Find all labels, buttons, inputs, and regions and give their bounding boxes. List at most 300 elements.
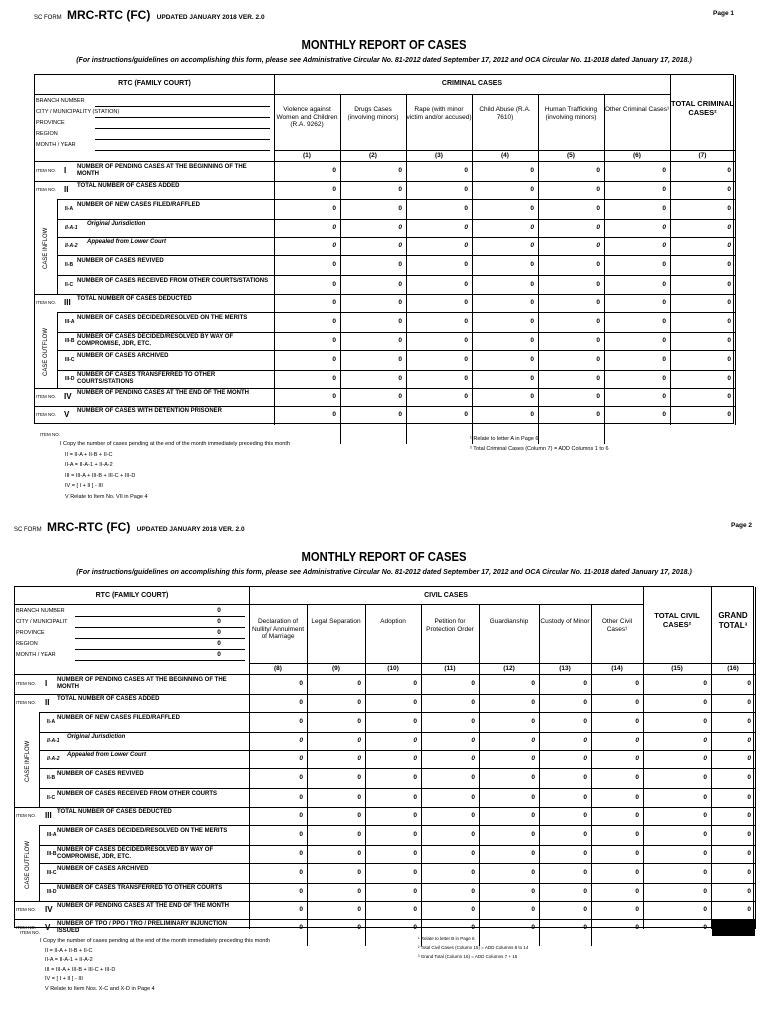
- note-line: V Relate to Item Nos. X-C and X-D in Page 4: [45, 985, 155, 992]
- row-label: NUMBER OF PENDING CASES AT THE END OF THE MONTH: [77, 390, 250, 396]
- cell-value: 0: [662, 299, 666, 306]
- cell-value: 0: [413, 793, 417, 801]
- footnotes: [470, 434, 609, 454]
- row-divider: [35, 294, 735, 295]
- column-divider: [604, 94, 605, 444]
- cell-value: 0: [413, 906, 417, 913]
- row-label: Appealed from Lower Court: [67, 752, 147, 758]
- court-header-underline: [15, 604, 249, 605]
- cell-value: 0: [471, 923, 475, 931]
- row-divider: [39, 768, 755, 769]
- page-number: Page 2: [731, 522, 752, 529]
- item-number: I: [45, 679, 48, 688]
- column-divider: [406, 94, 407, 444]
- info-label: REGION: [16, 641, 38, 647]
- cell-value: 0: [357, 718, 361, 725]
- sub-item-number: III-C: [47, 870, 57, 876]
- cell-value: 0: [747, 680, 751, 687]
- column-number: (14): [611, 665, 623, 672]
- cell-value: 0: [747, 737, 751, 744]
- row-label: NUMBER OF CASES TRANSFERRED TO OTHER COURTS: [57, 885, 223, 891]
- cell-value: 0: [471, 699, 475, 706]
- cell-value: 0: [471, 793, 475, 801]
- note-line: II-A = II-A-1 + II-A-2: [45, 957, 93, 963]
- column-number: (10): [387, 665, 399, 672]
- column-header: Guardianship: [489, 618, 529, 625]
- cell-value: 0: [299, 755, 303, 762]
- page-number: Page 1: [713, 10, 734, 17]
- item-notes: [20, 930, 270, 994]
- cell-value: 0: [727, 224, 731, 231]
- cell-value: 0: [703, 831, 707, 838]
- cell-value: 0: [464, 224, 468, 231]
- cell-value: 0: [662, 205, 666, 212]
- column-number: (13): [559, 665, 571, 672]
- sub-item-number: II-B: [65, 262, 74, 268]
- cell-value: 0: [413, 774, 417, 781]
- notes-head: ITEM NO.: [40, 432, 60, 437]
- cell-value: 0: [332, 242, 336, 249]
- form-header: [14, 520, 245, 534]
- cell-value: 0: [299, 812, 303, 819]
- cell-value: 0: [413, 850, 417, 857]
- cell-value: 0: [357, 888, 361, 895]
- cell-value: 0: [464, 261, 468, 268]
- row-divider: [39, 845, 755, 846]
- row-divider: [35, 181, 735, 182]
- row-divider: [39, 750, 755, 751]
- cell-value: 0: [299, 793, 303, 801]
- cell-value: 0: [727, 167, 731, 174]
- cell-value: 0: [727, 375, 731, 382]
- cell-value: 0: [596, 299, 600, 306]
- cell-value: 0: [747, 831, 751, 838]
- cell-value: 0: [332, 356, 336, 363]
- column-divider: [538, 94, 539, 444]
- cell-value: 0: [583, 923, 587, 931]
- form-code: MRC-RTC (FC): [47, 520, 131, 534]
- item-no-label: ITEM NO.: [36, 187, 56, 192]
- cell-value: 0: [662, 242, 666, 249]
- cell-value: 0: [332, 318, 336, 325]
- cell-value: 0: [531, 923, 535, 931]
- cell-value: 0: [703, 812, 707, 819]
- cell-value: 0: [583, 737, 587, 744]
- row-label: NUMBER OF CASES ARCHIVED: [77, 353, 169, 359]
- note-line: II-A = II-A-1 + II-A-2: [65, 462, 113, 468]
- cell-value: 0: [747, 755, 751, 762]
- row-divider: [35, 388, 735, 389]
- cell-value: 0: [530, 224, 534, 231]
- cell-value: 0: [531, 774, 535, 781]
- cell-value: 0: [413, 680, 417, 687]
- cell-value: 0: [635, 923, 639, 931]
- cell-value: 0: [464, 393, 468, 400]
- form-version: UPDATED JANUARY 2018 VER. 2.0: [156, 14, 265, 21]
- criminal-cases-table: [34, 74, 734, 424]
- form-version: UPDATED JANUARY 2018 VER. 2.0: [136, 526, 245, 533]
- row-label: NUMBER OF CASES WITH DETENTION PRISONER: [77, 408, 223, 414]
- cell-value: 0: [464, 299, 468, 306]
- form-header: [34, 8, 265, 22]
- cell-value: 0: [332, 375, 336, 382]
- column-divider: [755, 587, 756, 929]
- cell-value: 0: [464, 337, 468, 344]
- cell-value: 0: [747, 888, 751, 895]
- cell-value: 0: [357, 680, 361, 687]
- cell-value: 0: [464, 318, 468, 325]
- cell-value: 0: [727, 261, 731, 268]
- item-number: I: [64, 166, 67, 175]
- cell-value: 0: [530, 393, 534, 400]
- row-label: NUMBER OF NEW CASES FILED/RAFFLED: [57, 715, 180, 721]
- item-no-label: ITEM NO.: [16, 907, 36, 912]
- sub-item-number: III-A: [65, 319, 75, 325]
- note-line: IV = [ I + II ] - III: [45, 976, 83, 982]
- cell-value: 0: [332, 411, 336, 418]
- info-label: CITY / MUNICIPALITY (STATION): [36, 109, 120, 115]
- info-line: [75, 616, 245, 617]
- cell-value: 0: [583, 680, 587, 687]
- cell-value: 0: [464, 375, 468, 382]
- row-divider: [57, 370, 735, 371]
- row-label: NUMBER OF CASES DECIDED/RESOLVED BY WAY OF COMPROMISE, JDR, ETC.: [57, 847, 214, 860]
- cell-value: 0: [703, 888, 707, 895]
- cell-value: 0: [531, 906, 535, 913]
- cell-value: 0: [662, 167, 666, 174]
- info-line: [95, 117, 270, 118]
- cell-value: 0: [703, 906, 707, 913]
- sub-item-number: II-A-2: [47, 756, 60, 762]
- sub-item-number: III-D: [47, 889, 57, 895]
- column-number: (2): [369, 152, 377, 159]
- cell-value: 0: [583, 888, 587, 895]
- info-value: 0: [217, 640, 221, 647]
- civil-cases-table: [14, 586, 754, 934]
- row-divider: [57, 255, 735, 256]
- cell-value: 0: [635, 718, 639, 725]
- footnote-line: ¹ Relate to letter B in Page 6: [418, 936, 475, 941]
- row-divider: [39, 825, 755, 826]
- item-number: V: [45, 922, 51, 932]
- cell-value: 0: [747, 812, 751, 819]
- cell-value: 0: [530, 186, 534, 193]
- cell-value: 0: [464, 356, 468, 363]
- sub-item-number: III-A: [47, 832, 57, 838]
- row-divider: [57, 350, 735, 351]
- row-label: TOTAL NUMBER OF CASES ADDED: [57, 696, 160, 702]
- case-outflow-label: CASE OUTFLOW: [43, 327, 49, 376]
- cell-value: 0: [332, 393, 336, 400]
- cell-value: 0: [299, 923, 303, 931]
- note-line: IV = [ I + II ] - III: [65, 483, 103, 489]
- cell-value: 0: [635, 812, 639, 819]
- cell-value: 0: [471, 812, 475, 819]
- cell-value: 0: [727, 411, 731, 418]
- row-label: NUMBER OF PENDING CASES AT THE BEGINNING OF THE MONTH: [57, 677, 227, 690]
- cell-value: 0: [530, 318, 534, 325]
- blacked-out-cell: [712, 920, 755, 936]
- info-line: [75, 638, 245, 639]
- cell-value: 0: [357, 906, 361, 913]
- item-number: IV: [64, 392, 72, 401]
- column-number: (11): [444, 665, 456, 672]
- sub-item-number: II-A-1: [47, 738, 60, 744]
- row-divider: [39, 732, 755, 733]
- cell-value: 0: [332, 224, 336, 231]
- column-header: Violence against Women and Children (R.A. 9262): [276, 106, 338, 128]
- cell-value: 0: [583, 869, 587, 876]
- cell-value: 0: [662, 393, 666, 400]
- cell-value: 0: [747, 718, 751, 725]
- column-number: (1): [303, 152, 311, 159]
- cell-value: 0: [747, 793, 751, 801]
- cell-value: 0: [299, 850, 303, 857]
- cell-value: 0: [530, 261, 534, 268]
- page-title: MONTHLY REPORT OF CASES: [301, 38, 467, 52]
- column-number: (12): [503, 665, 515, 672]
- item-no-label: ITEM NO.: [16, 700, 36, 705]
- row-divider: [57, 332, 735, 333]
- sub-item-number: III-B: [47, 851, 57, 857]
- cell-value: 0: [596, 337, 600, 344]
- sub-item-number: III-D: [65, 376, 75, 382]
- cell-value: 0: [662, 280, 666, 288]
- cell-value: 0: [357, 755, 361, 762]
- cell-value: 0: [357, 737, 361, 744]
- column-number-line: [249, 663, 755, 664]
- footnote-line: ² Total Criminal Cases (Column 7) = ADD Columns 1 to 6: [470, 446, 609, 452]
- cell-value: 0: [531, 755, 535, 762]
- item-no-label: ITEM NO.: [16, 813, 36, 818]
- cell-value: 0: [332, 186, 336, 193]
- sub-item-number: III-B: [65, 338, 75, 344]
- row-label: NUMBER OF CASES REVIVED: [57, 771, 144, 777]
- total-column-number: (7): [698, 152, 707, 159]
- column-header: Declaration of Nullity/ Annulment of Marriage: [251, 618, 305, 640]
- cell-value: 0: [357, 812, 361, 819]
- court-header-underline: [35, 94, 274, 95]
- cell-value: 0: [413, 923, 417, 931]
- row-divider: [39, 883, 755, 884]
- item-no-label: ITEM NO.: [36, 300, 56, 305]
- cell-value: 0: [413, 888, 417, 895]
- row-label: NUMBER OF CASES RECEIVED FROM OTHER COURTS/STATIONS: [77, 277, 269, 284]
- column-header: Rape (with minor victim and/or accused): [406, 106, 472, 121]
- note-line: III = III-A + III-B + III-C + III-D: [65, 472, 136, 479]
- cell-value: 0: [727, 356, 731, 363]
- cell-value: 0: [583, 906, 587, 913]
- cell-value: 0: [747, 906, 751, 913]
- item-no-label: ITEM NO.: [36, 412, 56, 417]
- cell-value: 0: [635, 755, 639, 762]
- cell-value: 0: [635, 906, 639, 913]
- cell-value: 0: [727, 299, 731, 306]
- footnote-line: ² Total Civil Cases (Column 15) = ADD Columns 8 to 14: [418, 945, 529, 950]
- row-divider: [57, 219, 735, 220]
- cell-value: 0: [531, 737, 535, 744]
- cell-value: 0: [635, 774, 639, 781]
- cell-value: 0: [583, 831, 587, 838]
- item-number: III: [64, 298, 71, 307]
- cell-value: 0: [635, 888, 639, 895]
- cell-value: 0: [635, 699, 639, 706]
- cell-value: 0: [530, 242, 534, 249]
- item-no-label: ITEM NO.: [36, 168, 56, 173]
- cell-value: 0: [413, 869, 417, 876]
- cell-value: 0: [703, 923, 707, 931]
- sc-form-label: SC FORM: [34, 15, 62, 21]
- column-divider: [670, 75, 671, 425]
- cell-value: 0: [357, 699, 361, 706]
- cell-value: 0: [583, 812, 587, 819]
- item-no-label: ITEM NO.: [16, 924, 36, 930]
- notes-head: ITEM NO.: [20, 930, 40, 935]
- note-line: III = III-A + III-B + III-C + III-D: [45, 966, 116, 973]
- cell-value: 0: [596, 224, 600, 231]
- inflow-side-line: [39, 712, 40, 807]
- cell-value: 0: [398, 393, 402, 400]
- column-header: Human Trafficking (involving minors): [544, 106, 598, 121]
- sub-item-number: II-A: [65, 206, 74, 212]
- cell-value: 0: [662, 375, 666, 382]
- row-divider: [15, 694, 755, 695]
- cell-value: 0: [635, 850, 639, 857]
- row-divider: [39, 863, 755, 864]
- footnote-line: ³ Grand Total (Column 16) = ADD Columns 7 + 15: [418, 954, 518, 959]
- page-subtitle: (For instructions/guidelines on accomplishing this form, please see Administrative Circular No. 81-2012 dated September 17, 2012 and OCA Circular No. 11-2018 dated January 17, 2018.): [76, 57, 692, 64]
- cell-value: 0: [727, 205, 731, 212]
- footnotes: [418, 934, 528, 961]
- info-label: MONTH / YEAR: [36, 142, 76, 148]
- item-number: II: [45, 698, 50, 707]
- case-outflow-label: CASE OUTFLOW: [25, 840, 31, 889]
- item-number: V: [64, 410, 70, 419]
- inflow-side-line: [57, 199, 58, 294]
- note-line: I Copy the number of cases pending at the end of the month immediately preceding this month: [40, 938, 270, 944]
- cell-value: 0: [530, 356, 534, 363]
- note-line: I Copy the number of cases pending at the end of the month immediately preceding this month: [60, 441, 290, 447]
- cell-value: 0: [583, 793, 587, 801]
- cell-value: 0: [299, 737, 303, 744]
- cell-value: 0: [530, 375, 534, 382]
- cell-value: 0: [464, 186, 468, 193]
- cell-value: 0: [703, 755, 707, 762]
- column-number: (5): [567, 152, 575, 159]
- note-line: II = II-A + II-B + II-C: [65, 451, 113, 458]
- info-line: [75, 660, 245, 661]
- group-header: CRIMINAL CASES: [441, 80, 503, 87]
- note-line: II = II-A + II-B + II-C: [45, 947, 93, 954]
- cell-value: 0: [299, 699, 303, 706]
- cell-value: 0: [398, 299, 402, 306]
- total-header: TOTAL CRIMINAL CASES²: [671, 99, 734, 117]
- cell-value: 0: [596, 356, 600, 363]
- column-number-line: [274, 150, 735, 151]
- total-header: TOTAL CIVIL CASES²: [654, 611, 700, 629]
- info-value: 0: [217, 629, 221, 636]
- column-divider: [340, 94, 341, 444]
- row-label: NUMBER OF PENDING CASES AT THE BEGINNING OF THE MONTH: [77, 164, 247, 177]
- cell-value: 0: [398, 186, 402, 193]
- cell-value: 0: [471, 906, 475, 913]
- info-label: CITY / MUNICIPALIT: [16, 619, 68, 625]
- row-label: Original Jurisdiction: [67, 734, 126, 740]
- item-notes: [40, 432, 290, 502]
- cell-value: 0: [332, 299, 336, 306]
- column-header: Legal Separation: [311, 618, 361, 625]
- info-label: PROVINCE: [36, 120, 65, 126]
- cell-value: 0: [299, 906, 303, 913]
- group-header: CIVIL CASES: [424, 592, 468, 599]
- info-line: [95, 139, 270, 140]
- row-divider: [57, 312, 735, 313]
- info-line: [95, 150, 270, 151]
- cell-value: 0: [703, 737, 707, 744]
- cell-value: 0: [662, 356, 666, 363]
- cell-value: 0: [531, 718, 535, 725]
- item-number: IV: [45, 905, 53, 914]
- cell-value: 0: [635, 869, 639, 876]
- cell-value: 0: [662, 411, 666, 418]
- cell-value: 0: [357, 793, 361, 801]
- sub-item-number: II-C: [65, 281, 74, 288]
- cell-value: 0: [662, 337, 666, 344]
- cell-value: 0: [596, 242, 600, 249]
- cell-value: 0: [596, 318, 600, 325]
- cell-value: 0: [662, 224, 666, 231]
- cell-value: 0: [531, 793, 535, 801]
- cell-value: 0: [471, 850, 475, 857]
- cell-value: 0: [398, 411, 402, 418]
- info-label: BRANCH NUMBER: [36, 98, 85, 104]
- cell-value: 0: [596, 393, 600, 400]
- cell-value: 0: [596, 205, 600, 212]
- cell-value: 0: [299, 831, 303, 838]
- cell-value: 0: [703, 869, 707, 876]
- info-value: 0: [217, 651, 221, 658]
- case-inflow-label: CASE INFLOW: [43, 227, 49, 269]
- grand-total-header: GRAND TOTAL³: [718, 611, 748, 630]
- cell-value: 0: [727, 393, 731, 400]
- cell-value: 0: [747, 869, 751, 876]
- sub-item-number: II-A-2: [65, 243, 78, 249]
- footnote-line: ¹ Relate to letter A in Page 6: [470, 436, 539, 442]
- column-divider: [735, 75, 736, 425]
- cell-value: 0: [413, 831, 417, 838]
- cell-value: 0: [398, 261, 402, 268]
- cell-value: 0: [583, 718, 587, 725]
- row-divider: [39, 712, 755, 713]
- row-divider: [57, 275, 735, 276]
- cell-value: 0: [703, 793, 707, 801]
- cell-value: 0: [530, 411, 534, 418]
- cell-value: 0: [357, 831, 361, 838]
- cell-value: 0: [727, 242, 731, 249]
- cell-value: 0: [596, 167, 600, 174]
- cell-value: 0: [471, 680, 475, 687]
- column-divider: [472, 94, 473, 444]
- cell-value: 0: [471, 737, 475, 744]
- cell-value: 0: [464, 242, 468, 249]
- sub-item-number: II-A-1: [65, 225, 78, 231]
- case-inflow-label: CASE INFLOW: [25, 740, 31, 782]
- cell-value: 0: [531, 831, 535, 838]
- cell-value: 0: [531, 850, 535, 857]
- cell-value: 0: [662, 318, 666, 325]
- row-divider: [15, 674, 755, 675]
- cell-value: 0: [530, 205, 534, 212]
